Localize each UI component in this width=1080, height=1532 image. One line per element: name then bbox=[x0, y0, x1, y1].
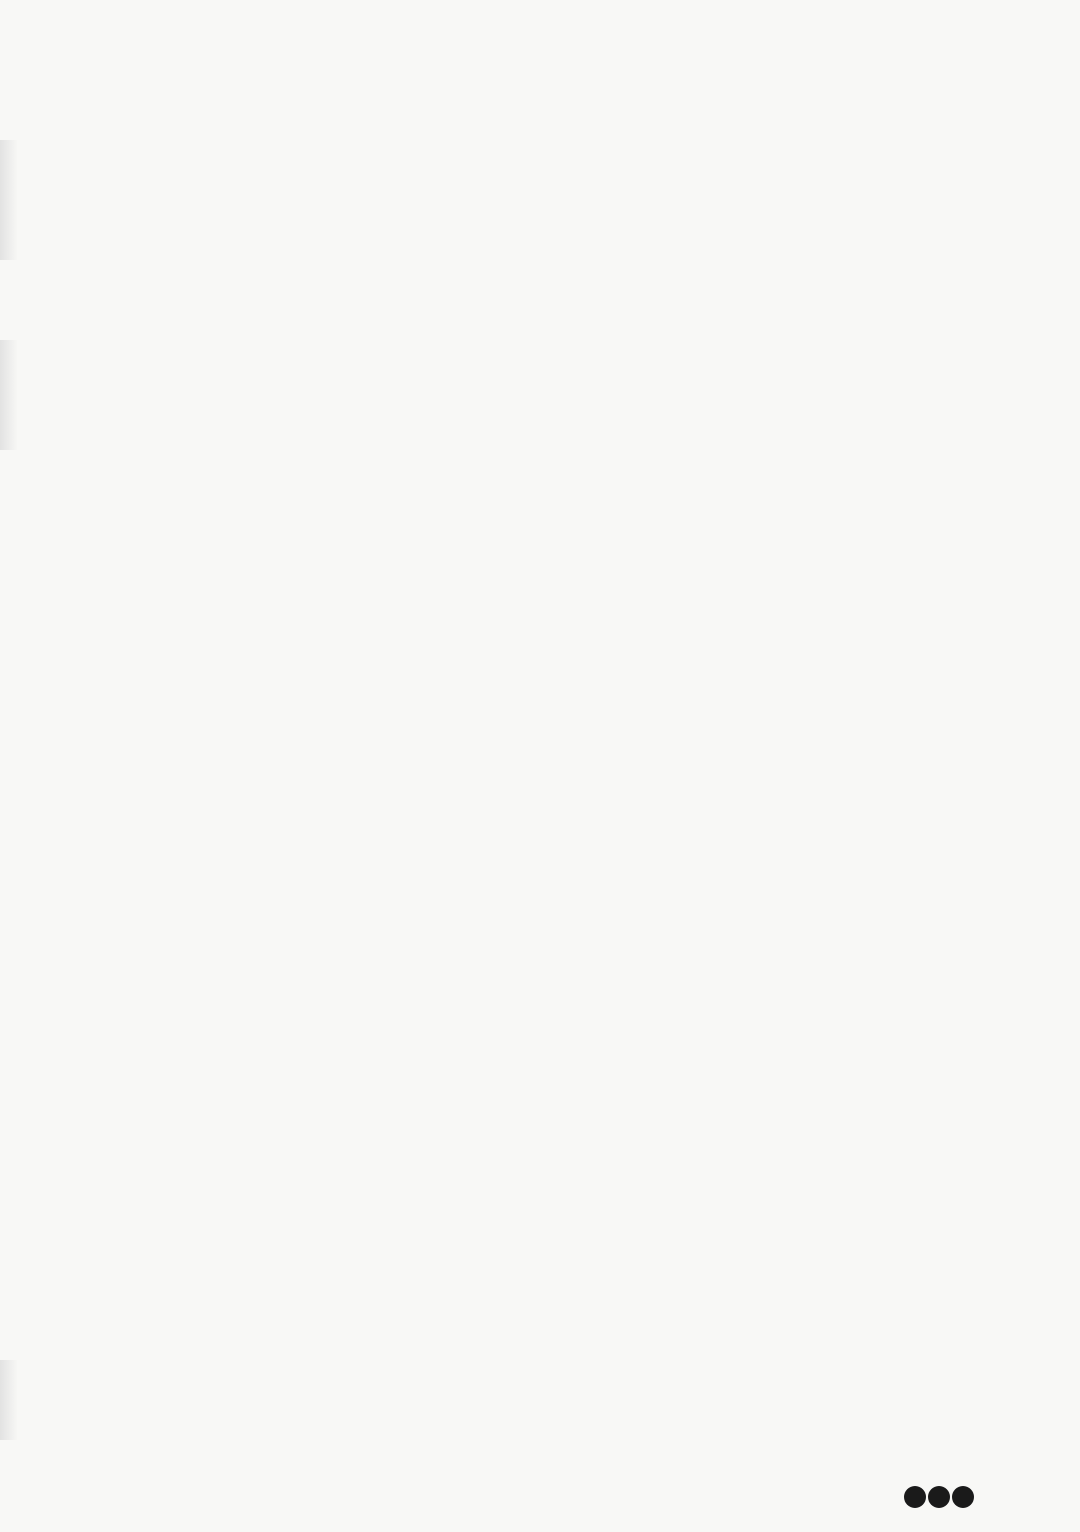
page-number-digit bbox=[928, 1486, 950, 1508]
scan-edge-shadow bbox=[0, 140, 18, 260]
page-number-digit bbox=[904, 1486, 926, 1508]
scan-edge-shadow bbox=[0, 340, 18, 450]
scan-edge-shadow bbox=[0, 1360, 18, 1440]
top-text-block bbox=[163, 160, 983, 800]
bottom-text-block bbox=[160, 838, 970, 1413]
page-number bbox=[904, 1486, 974, 1508]
page-number-digit bbox=[952, 1486, 974, 1508]
